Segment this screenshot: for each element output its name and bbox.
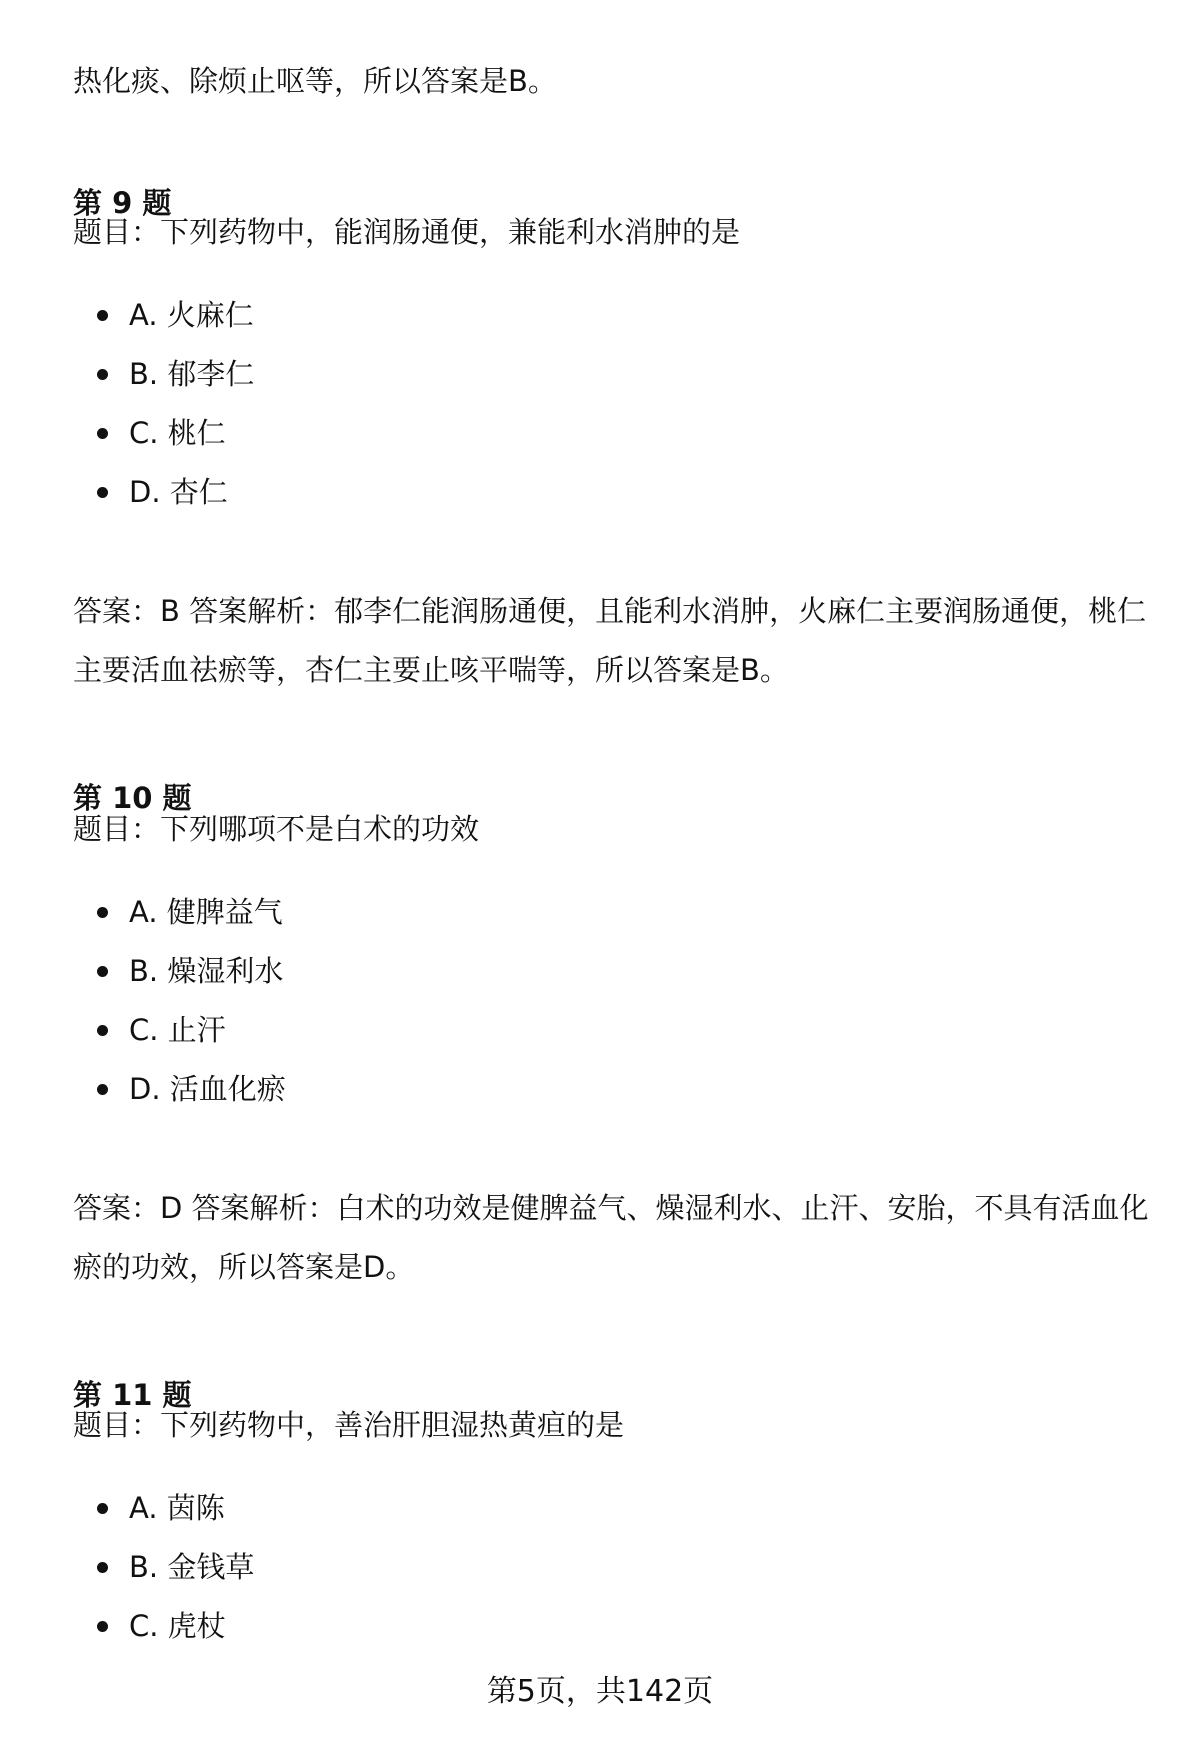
question-title: 第 11 题 <box>73 1378 192 1412</box>
option-item: B. 郁李仁 <box>73 354 729 394</box>
option-item: C. 止汗 <box>73 1010 729 1050</box>
page-number-footer: 第5页，共142页 <box>486 1674 714 1709</box>
option-item: B. 金钱草 <box>73 1547 729 1587</box>
question-title: 第 10 题 <box>73 781 192 815</box>
question-title: 第 9 题 <box>73 186 172 220</box>
bullet-icon <box>97 1621 108 1632</box>
bullet-icon <box>97 966 108 977</box>
bullet-icon <box>97 907 108 918</box>
option-item: C. 虎杖 <box>73 1606 729 1646</box>
option-item: D. 活血化瘀 <box>73 1069 729 1109</box>
option-item: D. 杏仁 <box>73 472 729 512</box>
bullet-icon <box>97 310 108 321</box>
question-stem: 题目：下列哪项不是白术的功效 <box>73 812 480 846</box>
option-item: A. 茵陈 <box>73 1488 729 1528</box>
option-item: B. 燥湿利水 <box>73 951 729 991</box>
bullet-icon <box>97 1084 108 1095</box>
question-stem: 题目：下列药物中，能润肠通便，兼能利水消肿的是 <box>73 215 741 249</box>
intro-text: 热化痰、除烦止呕等，所以答案是B。 <box>73 64 557 98</box>
bullet-icon <box>97 1025 108 1036</box>
bullet-icon <box>97 428 108 439</box>
question-stem: 题目：下列药物中，善治肝胆湿热黄疸的是 <box>73 1408 625 1442</box>
bullet-icon <box>97 487 108 498</box>
option-item: A. 健脾益气 <box>73 892 729 932</box>
bullet-icon <box>97 1562 108 1573</box>
answer-explanation: 答案：B 答案解析：郁李仁能润肠通便，且能利水消肿，火麻仁主要润肠通便，桃仁主要活血祛瘀等，杏仁主要止咳平喘等，所以答案是B。 <box>73 594 1147 687</box>
option-item: A. 火麻仁 <box>73 295 729 335</box>
bullet-icon <box>97 1503 108 1514</box>
option-item: C. 桃仁 <box>73 413 729 453</box>
answer-explanation: 答案：D 答案解析：白术的功效是健脾益气、燥湿利水、止汗、安胎，不具有活血化瘀的功效，所以答案是D。 <box>73 1191 1149 1284</box>
bullet-icon <box>97 369 108 380</box>
